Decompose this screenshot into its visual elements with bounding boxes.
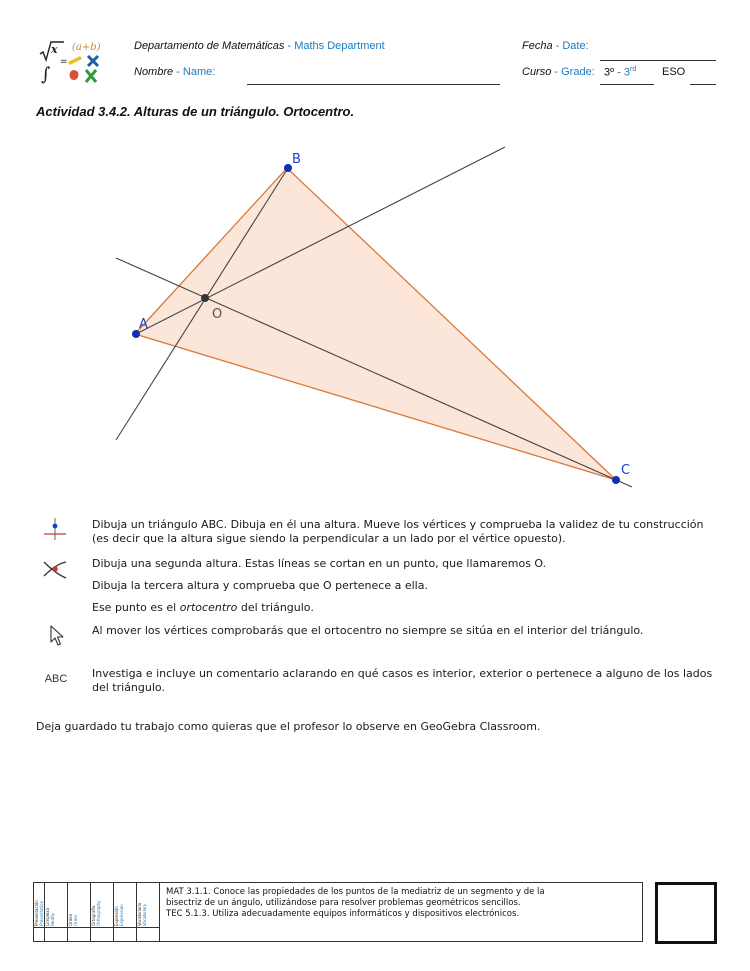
- instruction-6: Investiga e incluye un comentario aclarando en qué casos es interior, exterior o pertenece a alguno de los lados del triángulo.: [92, 667, 713, 694]
- department-label: Departamento de Matemáticas - Maths Department: [134, 40, 385, 52]
- instruction-4: Ese punto es el ortocentro del triángulo.: [92, 601, 314, 614]
- grade-cell-expression[interactable]: [114, 927, 137, 941]
- instruction-1: Dibuja un triángulo ABC. Dibuja en él una altura. Mueve los vértices y comprueba la validez de tu construcción (es decir que la altura sigue siendo la perpendicular a un lado por el vértice opuesto).: [92, 518, 704, 545]
- rubric-col-vocabulary: Vocabulario Vocabulary: [137, 883, 160, 928]
- rubric-col-presentation: Presentación Presentation: [34, 883, 45, 928]
- activity-title: Actividad 3.4.2. Alturas de un triángulo. Ortocentro.: [36, 104, 355, 119]
- date-label: Fecha - Date:: [522, 40, 589, 52]
- course-level-line: [690, 84, 716, 85]
- perpendicular-line-icon: [42, 516, 68, 542]
- course-value: 3º - 3rd: [604, 66, 637, 79]
- rubric-col-order: Orden Order: [68, 883, 91, 928]
- header: [0, 0, 750, 95]
- course-label: Curso - Grade:: [522, 66, 595, 78]
- evaluation-criteria: [160, 883, 643, 942]
- criteria-line-3: TEC 5.1.3. Utiliza adecuadamente equipos informáticos y dispositivos electrónicos.: [166, 909, 520, 919]
- logo-ab-text: (a+b): [72, 42, 101, 53]
- rubric-table: [33, 882, 643, 942]
- name-field-line[interactable]: [247, 84, 500, 85]
- point-b[interactable]: [284, 164, 292, 172]
- grade-cell-vocabulary[interactable]: [137, 927, 160, 941]
- rubric-col-orthography: Ortografía Orthography: [91, 883, 114, 928]
- label-b: B: [292, 152, 301, 167]
- point-o[interactable]: [201, 294, 209, 302]
- name-label: Nombre - Name:: [134, 66, 216, 78]
- orthocenter-term: ortocentro: [179, 601, 238, 614]
- triangle-figure[interactable]: [0, 130, 750, 500]
- instruction-3: Dibuja la tercera altura y comprueba que O pertenece a ella.: [92, 579, 428, 592]
- apple-icon: [70, 70, 79, 80]
- course-field-line: [600, 84, 654, 85]
- logo-equals: =: [60, 57, 68, 67]
- instruction-2: Dibuja una segunda altura. Estas líneas se cortan en un punto, que llamaremos O.: [92, 557, 547, 570]
- maths-logo: [38, 38, 110, 86]
- criteria-line-2: bisectriz de un ángulo, utilizándose para resolver problemas geométricos sencillos.: [166, 898, 521, 908]
- label-o: O: [212, 307, 223, 322]
- grade-cell-order[interactable]: [68, 927, 91, 941]
- point-c[interactable]: [612, 476, 620, 484]
- text-tool-label: ABC: [44, 673, 68, 685]
- logo-integral: ∫: [41, 64, 51, 85]
- criteria-line-1: MAT 3.1.1. Conoce las propiedades de los puntos de la mediatriz de un segmento y de la: [166, 887, 545, 897]
- rubric-col-expression: Expresión Expression: [114, 883, 137, 928]
- course-level: ESO: [662, 66, 686, 78]
- intersect-icon: [42, 556, 68, 582]
- instruction-5: Al mover los vértices comprobarás que el ortocentro no siempre se sitúa en el interior del triángulo.: [92, 624, 644, 637]
- department-en: Maths Department: [294, 40, 385, 52]
- grade-cell-neatly[interactable]: [45, 927, 68, 941]
- triangle-abc: [135, 168, 616, 480]
- text-tool-icon: [40, 666, 72, 692]
- closing-note: Deja guardado tu trabajo como quieras que el profesor lo observe en GeoGebra Classroom.: [36, 720, 541, 733]
- label-a: A: [139, 317, 148, 332]
- rubric-col-neatly: Limpieza Neatly: [45, 883, 68, 928]
- logo-sqrt-x: x: [51, 43, 58, 56]
- pencil-icon: [68, 56, 82, 65]
- date-field-line[interactable]: [600, 60, 716, 61]
- leaf-icon: [86, 70, 96, 82]
- grade-cell-orthography[interactable]: [91, 927, 114, 941]
- grade-cell-presentation[interactable]: [34, 927, 45, 941]
- label-c: C: [621, 463, 631, 478]
- move-cursor-icon: [42, 622, 68, 648]
- grade-box[interactable]: [655, 882, 717, 944]
- x-icon: [88, 56, 98, 66]
